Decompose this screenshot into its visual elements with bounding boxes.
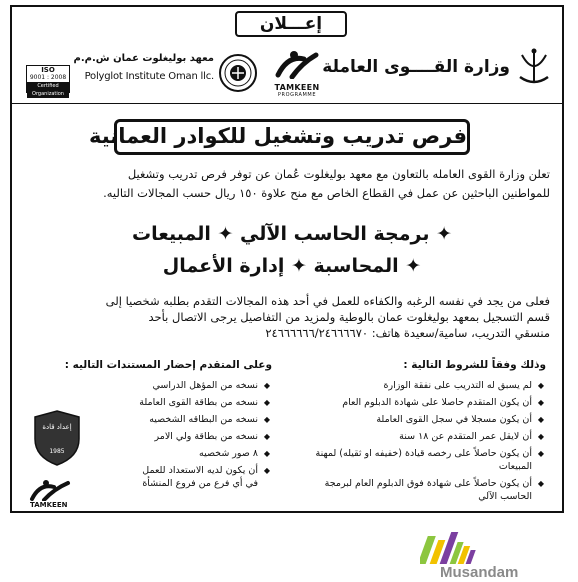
headline-banner: فرص تدريب وتشغيل للكوادر العمانية [114, 119, 470, 155]
tamkeen-name: TAMKEEN [274, 83, 320, 92]
iso-label: ISO [41, 66, 55, 74]
bullet-icon: ◆ [263, 449, 270, 458]
condition-text: أن يكون مسجلا في سجل القوى العاملة [376, 414, 532, 425]
documents-list [130, 379, 270, 494]
bullet-icon: ◆ [263, 432, 270, 441]
condition-text: أن يكون المتقدم حاصلا على شهادة الدبلوم العام [342, 397, 532, 408]
iso-number: 9001 : 2008 [29, 74, 67, 81]
document-item [130, 464, 270, 490]
bullet-icon: ◆ [263, 415, 270, 424]
document-text: ٨ صور شخصيه [198, 448, 258, 459]
condition-item [294, 413, 544, 426]
condition-text: أن يكون حاصلاً على شهادة فوق الدبلوم العام لبرمجة الحاسب الآلي [324, 478, 532, 502]
musandam-watermark [420, 530, 570, 581]
polyglot-english-name: Polyglot Institute Oman llc. [84, 71, 214, 82]
training-areas-line: ✦ المحاسبة ✦ إدارة الأعمال [162, 255, 422, 277]
condition-item [294, 379, 544, 392]
header-divider [12, 103, 562, 104]
condition-text: أن لايقل عمر المتقدم عن ١٨ سنة [399, 431, 532, 442]
document-text: نسخه من البطاقه الشخصيه [149, 414, 258, 425]
ministry-name: وزارة القــــوى العاملة [322, 57, 510, 77]
bullet-icon: ◆ [537, 415, 544, 424]
job-advertisement [10, 5, 564, 513]
musandam-watermark-text: Musandam [440, 564, 519, 581]
badge-text: إعداد قادة [42, 423, 72, 431]
conditions-title: وذلك وفقاً للشروط التالية : [403, 359, 546, 371]
intro-line: للمواطنين الباحثين عن عمل في القطاع الخاص مع منح علاوة ١٥٠ ريال حسب المجالات التاليه. [103, 186, 550, 200]
tamkeen-name: TAMKEEN [30, 501, 68, 509]
document-item [130, 379, 270, 392]
bullet-icon: ◆ [537, 398, 544, 407]
tamkeen-swoosh-icon [274, 49, 320, 79]
iso-certification-badge [26, 65, 70, 97]
condition-item [294, 430, 544, 443]
bullet-icon: ◆ [263, 466, 270, 475]
training-areas-line: ✦ برمجة الحاسب الآلي ✦ المبيعات [132, 223, 452, 245]
document-text: أن يكون لديه الاستعداد للعمل في أي فرع من فروع المنشأة [142, 465, 258, 489]
tamkeen-programme: PROGRAMME [277, 92, 317, 98]
document-item [130, 413, 270, 426]
document-text: نسخه من المؤهل الدراسي [152, 380, 258, 391]
document-item [130, 447, 270, 460]
bullet-icon: ◆ [537, 381, 544, 390]
ministry-logo [322, 47, 552, 91]
polyglot-arabic-name: معهد بوليغلوت عمان ش.م.م [73, 53, 214, 64]
intro-paragraph [20, 165, 550, 203]
bullet-icon: ◆ [263, 398, 270, 407]
polyglot-seal-icon [218, 53, 258, 93]
condition-text: لم يسبق له التدريب على نفقة الوزارة [383, 380, 532, 391]
condition-item [294, 477, 544, 503]
document-text: نسخه من بطاقة القوى العاملة [139, 397, 258, 408]
contact-line: منسقي التدريب، سامية/سعيدة هاتف: ٢٤٦٦٦٦٦٦/٢٤٦٦٦٦٧٠ [265, 326, 550, 340]
application-line: قسم التسجيل بمعهد بوليغلوت عمان بالوطية ولمزيد من التفاصيل يرجى الاتصال بأحد [148, 310, 550, 324]
polyglot-logo [24, 53, 214, 97]
application-line: فعلى من يجد في نفسه الرغبه والكفاءه للعمل في أحد هذه المجالات التقدم بطلبه شخصيا إلى [105, 294, 550, 308]
bullet-icon: ◆ [263, 381, 270, 390]
bullet-icon: ◆ [537, 479, 544, 488]
documents-title: وعلى المتقدم إحضار المستندات التاليه : [64, 359, 272, 371]
condition-item [294, 396, 544, 409]
tamkeen-logo-bottom [28, 479, 90, 509]
document-item [130, 396, 270, 409]
condition-item [294, 447, 544, 473]
bullet-icon: ◆ [537, 449, 544, 458]
iso-certified-text: Certified Organization [27, 82, 69, 98]
oman-emblem-icon [516, 47, 552, 87]
document-item [130, 430, 270, 443]
conditions-list [294, 379, 544, 507]
bullet-icon: ◆ [537, 432, 544, 441]
application-paragraph [20, 293, 550, 341]
notice-title: إعـــلان [235, 11, 347, 37]
badge-year: 1985 [49, 448, 65, 455]
intro-line: تعلن وزارة القوى العامله بالتعاون مع معهد بوليغلوت عُمان عن توفر فرص تدريب وتشغيل [127, 167, 550, 181]
document-text: نسخه من بطاقة ولي الامر [154, 431, 258, 442]
tamkeen-logo [265, 49, 329, 101]
condition-text: أن يكون حاصلاً على رخصه قيادة (خفيفه او ثقيله) لمهنة المبيعات [315, 448, 532, 472]
tamkeen-swoosh-icon [28, 479, 72, 501]
shield-badge-icon [32, 409, 82, 467]
